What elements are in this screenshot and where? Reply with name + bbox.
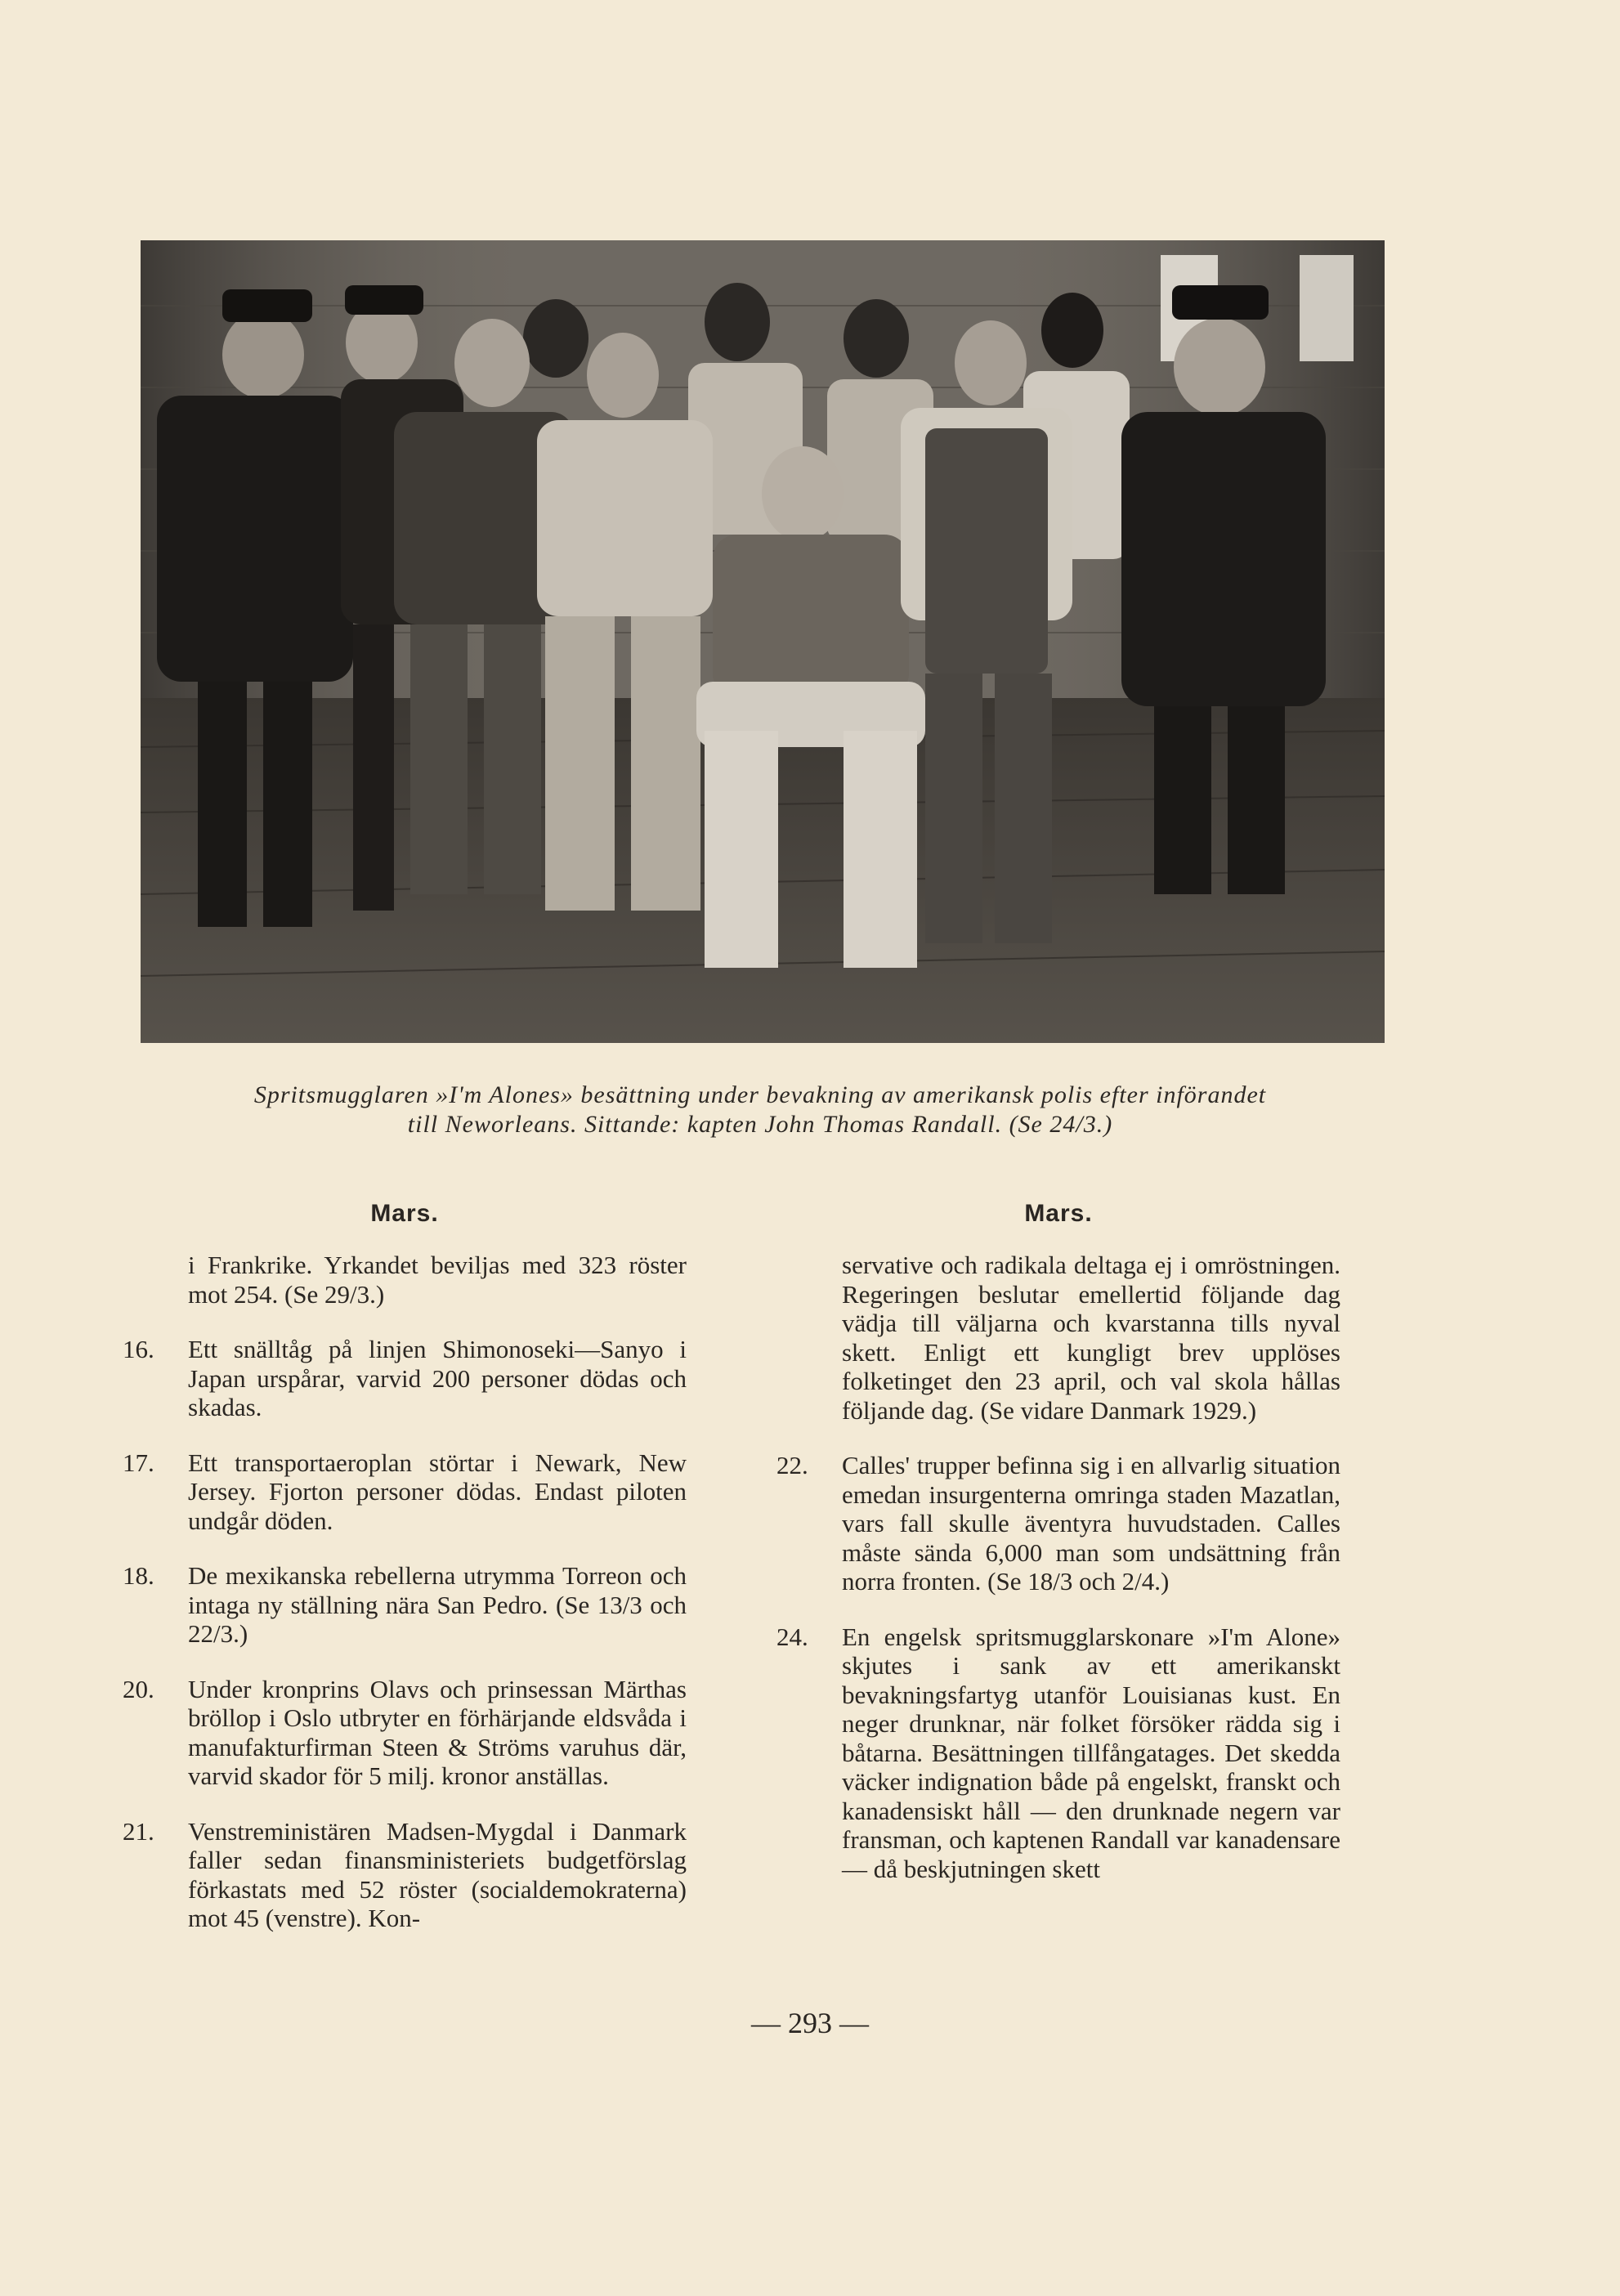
right-continuation-text: servative och radikala deltaga ej i omröstningen. Regeringen beslutar emellertid följande dag vädja till väljarna och kvarstanna tills nyval skett. Enligt ett kungligt brev upplöses folketinget den 23 april, och val skola hållas följande dag. (Se vidare Danmark 1929.) [842,1251,1340,1425]
entry-date: 22. [776,1451,808,1479]
entry-date: 17. [123,1448,154,1477]
photograph [141,240,1385,1043]
entry-text: En engelsk spritsmugglarskonare »I'm Alone» skjutes i sank av ett amerikanskt bevakningsfartyg utanför Louisianas kust. En neger drunknar, när folket försöker rädda sig i båtarna. Besättningen tillfångatages. Det skedda väcker indignation både på engelskt, franskt och kanadensiskt håll — den drunknade negern var fransman, och kaptenen Randall var kanadensare — då beskjutningen skett [842,1622,1340,1883]
entry-21 [123,1817,687,1933]
entry-text: Ett transportaeroplan störtar i Newark, New Jersey. Fjorton personer dödas. Endast piloten undgår döden. [188,1448,687,1535]
photo-caption [123,1081,1398,1139]
right-column-heading: Mars. [1024,1200,1093,1227]
entry-24 [776,1622,1340,1884]
entry-text: Venstreministären Madsen-Mygdal i Danmark faller sedan finansministeriets budgetförslag förkastats med 52 röster (socialdemokraterna) mot 45 (venstre). Kon- [188,1816,687,1932]
left-column-heading: Mars. [370,1200,439,1227]
entry-18 [123,1561,687,1649]
entry-date: 20. [123,1674,154,1703]
caption-line-1: Spritsmugglaren »I'm Alones» besättning under bevakning av amerikansk polis efter införandet [253,1081,1267,1108]
right-column [776,1200,1340,1909]
left-continuation-text: i Frankrike. Yrkandet beviljas med 323 röster mot 254. (Se 29/3.) [188,1251,687,1309]
entry-date: 21. [123,1816,154,1846]
page-number: — 293 — [751,2007,869,2039]
left-column [123,1200,687,1959]
entry-17 [123,1448,687,1536]
caption-line-2: till Neworleans. Sittande: kapten John Thomas Randall. (Se 24/3.) [407,1111,1113,1138]
left-continuation [123,1251,687,1309]
entry-date: 16. [123,1335,154,1363]
photo-icon [141,240,1385,1043]
entry-date: 18. [123,1561,154,1590]
entry-22 [776,1451,1340,1596]
entry-text: De mexikanska rebellerna utrymma Torreon och intaga ny ställning nära San Pedro. (Se 13/3 och 22/3.) [188,1561,687,1648]
entry-text: Under kronprins Olavs och prinsessan Märthas bröllop i Oslo utbryter en förhärjande eldsvåda i manufakturfirman Steen & Ströms varuhus där, varvid skador för 5 milj. kronor anställas. [188,1674,687,1790]
entry-text: Calles' trupper befinna sig i en allvarlig situation emedan insurgenterna omringa staden Mazatlan, vars fall skulle äventyra huvudstaden. Calles måste sända 6,000 man som undsättning från norra fronten. (Se 18/3 och 2/4.) [842,1451,1340,1596]
entry-date: 24. [776,1622,808,1651]
entry-20 [123,1675,687,1791]
right-continuation [776,1251,1340,1425]
entry-text: Ett snälltåg på linjen Shimonoseki—Sanyo i Japan urspårar, varvid 200 personer dödas och skadas. [188,1335,687,1421]
entry-16 [123,1335,687,1422]
